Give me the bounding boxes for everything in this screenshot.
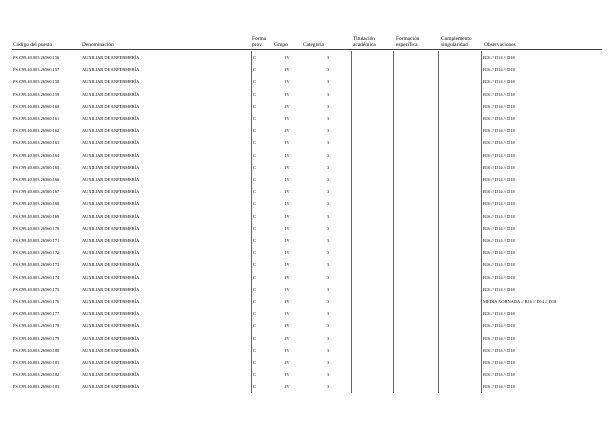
cell-forma-prov: C xyxy=(253,177,256,182)
cell-categoria: 3 xyxy=(327,177,330,182)
cell-forma-prov: C xyxy=(253,286,256,292)
cell-categoria: 3 xyxy=(327,164,330,170)
cell-forma-prov: C xyxy=(253,213,256,219)
cell-denominacion: AUXILIAR DE ENFERMERÍA xyxy=(82,67,140,73)
cell-denominacion: AUXILIAR DE ENFERMERÍA xyxy=(82,225,140,231)
cell-forma-prov: C xyxy=(253,311,256,317)
table-row xyxy=(0,247,615,259)
cell-forma-prov: C xyxy=(253,55,256,60)
cell-grupo: IV xyxy=(285,250,290,256)
table-row xyxy=(0,125,615,137)
cell-codigo: PS.C99.40.003.26560.159 xyxy=(13,91,60,97)
table-row xyxy=(0,223,615,235)
cell-codigo: PS.C99.40.003.26560.179 xyxy=(13,335,60,341)
cell-categoria: 3 xyxy=(327,225,330,231)
cell-categoria: 3 xyxy=(327,384,330,390)
cell-observaciones: B16 // D14 // D18 xyxy=(483,116,515,121)
cell-codigo: PS.C99.40.003.26560.160 xyxy=(13,103,60,109)
table-row xyxy=(0,113,615,125)
table-row xyxy=(0,296,615,308)
cell-forma-prov: C xyxy=(253,152,256,158)
table-row xyxy=(0,76,615,88)
cell-categoria: 3 xyxy=(327,79,330,85)
cell-denominacion: AUXILIAR DE ENFERMERÍA xyxy=(82,311,140,317)
cell-categoria: 3 xyxy=(327,372,330,378)
cell-forma-prov: C xyxy=(253,116,256,121)
cell-denominacion: AUXILIAR DE ENFERMERÍA xyxy=(82,152,140,158)
cell-categoria: 3 xyxy=(327,299,330,304)
cell-forma-prov: C xyxy=(253,103,256,109)
cell-categoria: 3 xyxy=(327,335,330,341)
cell-observaciones: B16 // D14 // D18 xyxy=(483,262,515,268)
table-row xyxy=(0,211,615,223)
cell-categoria: 3 xyxy=(327,250,330,256)
cell-observaciones: B16 // D14 // D18 xyxy=(483,360,515,365)
cell-observaciones: B16 // D14 // D18 xyxy=(483,238,515,243)
cell-observaciones: B16 // D14 // D18 xyxy=(483,55,515,60)
cell-grupo: IV xyxy=(285,311,290,317)
cell-grupo: IV xyxy=(285,79,290,85)
cell-grupo: IV xyxy=(285,55,290,60)
table-row xyxy=(0,333,615,345)
cell-forma-prov: C xyxy=(253,372,256,378)
cell-categoria: 3 xyxy=(327,189,330,195)
cell-forma-prov: C xyxy=(253,360,256,365)
cell-observaciones: B16 // D14 // D18 xyxy=(483,67,515,73)
cell-grupo: IV xyxy=(285,177,290,182)
cell-forma-prov: C xyxy=(253,189,256,195)
cell-forma-prov: C xyxy=(253,201,256,207)
cell-categoria: 3 xyxy=(327,360,330,365)
cell-categoria: 3 xyxy=(327,347,330,353)
table-row xyxy=(0,137,615,149)
cell-codigo: PS.C99.40.003.26560.175 xyxy=(13,286,60,292)
cell-observaciones: B16 // D14 // D18 xyxy=(483,79,515,85)
cell-grupo: IV xyxy=(285,140,290,146)
cell-denominacion: AUXILIAR DE ENFERMERÍA xyxy=(82,372,140,378)
cell-grupo: IV xyxy=(285,213,290,219)
header-observaciones: Observaciones xyxy=(484,42,516,48)
cell-codigo: PS.C99.40.003.26560.163 xyxy=(13,140,60,146)
cell-categoria: 3 xyxy=(327,55,330,60)
cell-codigo: PS.C99.40.003.26560.158 xyxy=(13,79,60,85)
cell-observaciones: B16 // D14 // D18 xyxy=(483,177,515,182)
cell-grupo: IV xyxy=(285,323,290,329)
cell-codigo: PS.C99.40.003.26560.174 xyxy=(13,274,60,280)
table-row xyxy=(0,308,615,320)
cell-categoria: 3 xyxy=(327,213,330,219)
cell-codigo: PS.C99.40.003.26560.182 xyxy=(13,372,60,378)
cell-forma-prov: C xyxy=(253,91,256,97)
cell-grupo: IV xyxy=(285,299,290,304)
cell-forma-prov: C xyxy=(253,67,256,73)
cell-grupo: IV xyxy=(285,91,290,97)
cell-observaciones: B16 // D14 // D18 xyxy=(483,128,515,134)
cell-codigo: PS.C99.40.003.26560.156 xyxy=(13,55,60,60)
cell-categoria: 3 xyxy=(327,91,330,97)
cell-forma-prov: C xyxy=(253,250,256,256)
cell-denominacion: AUXILIAR DE ENFERMERÍA xyxy=(82,79,140,85)
cell-grupo: IV xyxy=(285,335,290,341)
table-row xyxy=(0,162,615,174)
header-grupo: Grupo xyxy=(274,42,288,48)
cell-denominacion: AUXILIAR DE ENFERMERÍA xyxy=(82,213,140,219)
table-row xyxy=(0,52,615,64)
cell-denominacion: AUXILIAR DE ENFERMERÍA xyxy=(82,323,140,329)
cell-categoria: 3 xyxy=(327,286,330,292)
cell-forma-prov: C xyxy=(253,79,256,85)
cell-observaciones: B16 // D14 // D18 xyxy=(483,189,515,195)
table-row xyxy=(0,369,615,381)
header-formacion: Formación específica xyxy=(396,36,420,48)
cell-grupo: IV xyxy=(285,189,290,195)
cell-codigo: PS.C99.40.003.26560.178 xyxy=(13,323,60,329)
cell-observaciones: B16 // D14 // D18 xyxy=(483,274,515,280)
cell-codigo: PS.C99.40.003.26560.157 xyxy=(13,67,60,73)
cell-grupo: IV xyxy=(285,225,290,231)
cell-denominacion: AUXILIAR DE ENFERMERÍA xyxy=(82,189,140,195)
cell-grupo: IV xyxy=(285,201,290,207)
cell-observaciones: B16 // D14 // D18 xyxy=(483,335,515,341)
cell-denominacion: AUXILIAR DE ENFERMERÍA xyxy=(82,128,140,134)
cell-observaciones: B16 // D14 // D18 xyxy=(483,323,515,329)
cell-observaciones: B16 // D14 // D18 xyxy=(483,250,515,256)
cell-codigo: PS.C99.40.003.26560.183 xyxy=(13,384,60,390)
cell-denominacion: AUXILIAR DE ENFERMERÍA xyxy=(82,262,140,268)
table-row xyxy=(0,284,615,296)
header-codigo: Código del puesto xyxy=(13,42,53,48)
cell-denominacion: AUXILIAR DE ENFERMERÍA xyxy=(82,164,140,170)
cell-forma-prov: C xyxy=(253,299,256,304)
cell-forma-prov: C xyxy=(253,262,256,268)
cell-grupo: IV xyxy=(285,372,290,378)
cell-codigo: PS.C99.40.003.26560.173 xyxy=(13,262,60,268)
cell-codigo: PS.C99.40.003.26560.165 xyxy=(13,164,60,170)
cell-observaciones: B16 // D14 // D18 xyxy=(483,311,515,317)
cell-grupo: IV xyxy=(285,128,290,134)
cell-observaciones: B16 // D14 // D18 xyxy=(483,201,515,207)
cell-codigo: PS.C99.40.003.26560.172 xyxy=(13,250,60,256)
cell-observaciones: B16 // D14 // D18 xyxy=(483,347,515,353)
cell-codigo: PS.C99.40.003.26560.171 xyxy=(13,238,60,243)
cell-observaciones: B16 // D14 // D18 xyxy=(483,140,515,146)
cell-observaciones: B16 // D14 // D18 xyxy=(483,384,515,390)
cell-denominacion: AUXILIAR DE ENFERMERÍA xyxy=(82,140,140,146)
table-row xyxy=(0,235,615,247)
cell-categoria: 3 xyxy=(327,67,330,73)
cell-categoria: 3 xyxy=(327,140,330,146)
cell-codigo: PS.C99.40.003.26560.181 xyxy=(13,360,60,365)
cell-codigo: PS.C99.40.003.26560.162 xyxy=(13,128,60,134)
cell-denominacion: AUXILIAR DE ENFERMERÍA xyxy=(82,55,140,60)
cell-forma-prov: C xyxy=(253,384,256,390)
cell-grupo: IV xyxy=(285,238,290,243)
cell-grupo: IV xyxy=(285,286,290,292)
table-row xyxy=(0,101,615,113)
cell-forma-prov: C xyxy=(253,140,256,146)
cell-denominacion: AUXILIAR DE ENFERMERÍA xyxy=(82,299,140,304)
header-forma-prov: Forma prov. xyxy=(252,36,267,48)
cell-categoria: 3 xyxy=(327,274,330,280)
cell-categoria: 3 xyxy=(327,152,330,158)
cell-grupo: IV xyxy=(285,262,290,268)
cell-denominacion: AUXILIAR DE ENFERMERÍA xyxy=(82,286,140,292)
header-denominacion: Denominación xyxy=(82,42,114,48)
table-row xyxy=(0,174,615,186)
cell-observaciones: B16 // D14 // D18 xyxy=(483,225,515,231)
cell-observaciones: B16 // D14 // D18 xyxy=(483,286,515,292)
cell-categoria: 3 xyxy=(327,103,330,109)
cell-observaciones: B16 // D14 // D18 xyxy=(483,152,515,158)
cell-categoria: 3 xyxy=(327,116,330,121)
cell-forma-prov: C xyxy=(253,128,256,134)
cell-forma-prov: C xyxy=(253,347,256,353)
cell-observaciones: B16 // D14 // D18 xyxy=(483,164,515,170)
cell-denominacion: AUXILIAR DE ENFERMERÍA xyxy=(82,238,140,243)
cell-codigo: PS.C99.40.003.26560.180 xyxy=(13,347,60,353)
table-row xyxy=(0,150,615,162)
cell-denominacion: AUXILIAR DE ENFERMERÍA xyxy=(82,347,140,353)
cell-observaciones: B16 // D14 // D18 xyxy=(483,103,515,109)
cell-codigo: PS.C99.40.003.26560.169 xyxy=(13,213,60,219)
cell-grupo: IV xyxy=(285,274,290,280)
header-titulacion: Titulación académica xyxy=(353,36,376,48)
cell-codigo: PS.C99.40.003.26560.177 xyxy=(13,311,60,317)
cell-observaciones: B16 // D14 // D18 xyxy=(483,372,515,378)
header-complemento: Complemento singularidad xyxy=(441,36,472,48)
cell-categoria: 3 xyxy=(327,262,330,268)
cell-categoria: 3 xyxy=(327,238,330,243)
cell-codigo: PS.C99.40.003.26560.168 xyxy=(13,201,60,207)
cell-codigo: PS.C99.40.003.26560.176 xyxy=(13,299,60,304)
cell-categoria: 3 xyxy=(327,311,330,317)
cell-observaciones: B16 // D14 // D18 xyxy=(483,91,515,97)
cell-grupo: IV xyxy=(285,360,290,365)
table-row xyxy=(0,186,615,198)
cell-denominacion: AUXILIAR DE ENFERMERÍA xyxy=(82,91,140,97)
table-row xyxy=(0,320,615,332)
table-row xyxy=(0,198,615,210)
table-row xyxy=(0,345,615,357)
cell-denominacion: AUXILIAR DE ENFERMERÍA xyxy=(82,103,140,109)
cell-grupo: IV xyxy=(285,116,290,121)
cell-categoria: 3 xyxy=(327,201,330,207)
cell-forma-prov: C xyxy=(253,323,256,329)
cell-grupo: IV xyxy=(285,152,290,158)
cell-denominacion: AUXILIAR DE ENFERMERÍA xyxy=(82,384,140,390)
cell-codigo: PS.C99.40.003.26560.161 xyxy=(13,116,60,121)
cell-forma-prov: C xyxy=(253,238,256,243)
cell-grupo: IV xyxy=(285,103,290,109)
cell-categoria: 3 xyxy=(327,128,330,134)
cell-forma-prov: C xyxy=(253,225,256,231)
cell-grupo: IV xyxy=(285,164,290,170)
cell-grupo: IV xyxy=(285,384,290,390)
cell-grupo: IV xyxy=(285,67,290,73)
cell-denominacion: AUXILIAR DE ENFERMERÍA xyxy=(82,250,140,256)
cell-denominacion: AUXILIAR DE ENFERMERÍA xyxy=(82,177,140,182)
cell-codigo: PS.C99.40.003.26560.166 xyxy=(13,177,60,182)
table-row xyxy=(0,259,615,271)
cell-denominacion: AUXILIAR DE ENFERMERÍA xyxy=(82,201,140,207)
cell-denominacion: AUXILIAR DE ENFERMERÍA xyxy=(82,274,140,280)
table-row xyxy=(0,272,615,284)
cell-codigo: PS.C99.40.003.26560.164 xyxy=(13,152,60,158)
header-rule xyxy=(12,49,602,50)
cell-categoria: 3 xyxy=(327,323,330,329)
cell-observaciones: B16 // D14 // D18 xyxy=(483,213,515,219)
table-row xyxy=(0,357,615,369)
cell-forma-prov: C xyxy=(253,335,256,341)
cell-codigo: PS.C99.40.003.26560.170 xyxy=(13,225,60,231)
cell-observaciones: MEDIA XORNADA // B16 // D14 // D18 xyxy=(483,299,557,304)
table-row xyxy=(0,89,615,101)
cell-forma-prov: C xyxy=(253,274,256,280)
table-row xyxy=(0,381,615,393)
header-categoria: Categoría xyxy=(303,42,324,48)
cell-denominacion: AUXILIAR DE ENFERMERÍA xyxy=(82,360,140,365)
cell-denominacion: AUXILIAR DE ENFERMERÍA xyxy=(82,116,140,121)
cell-grupo: IV xyxy=(285,347,290,353)
cell-denominacion: AUXILIAR DE ENFERMERÍA xyxy=(82,335,140,341)
cell-codigo: PS.C99.40.003.26560.167 xyxy=(13,189,60,195)
cell-forma-prov: C xyxy=(253,164,256,170)
table-row xyxy=(0,64,615,76)
